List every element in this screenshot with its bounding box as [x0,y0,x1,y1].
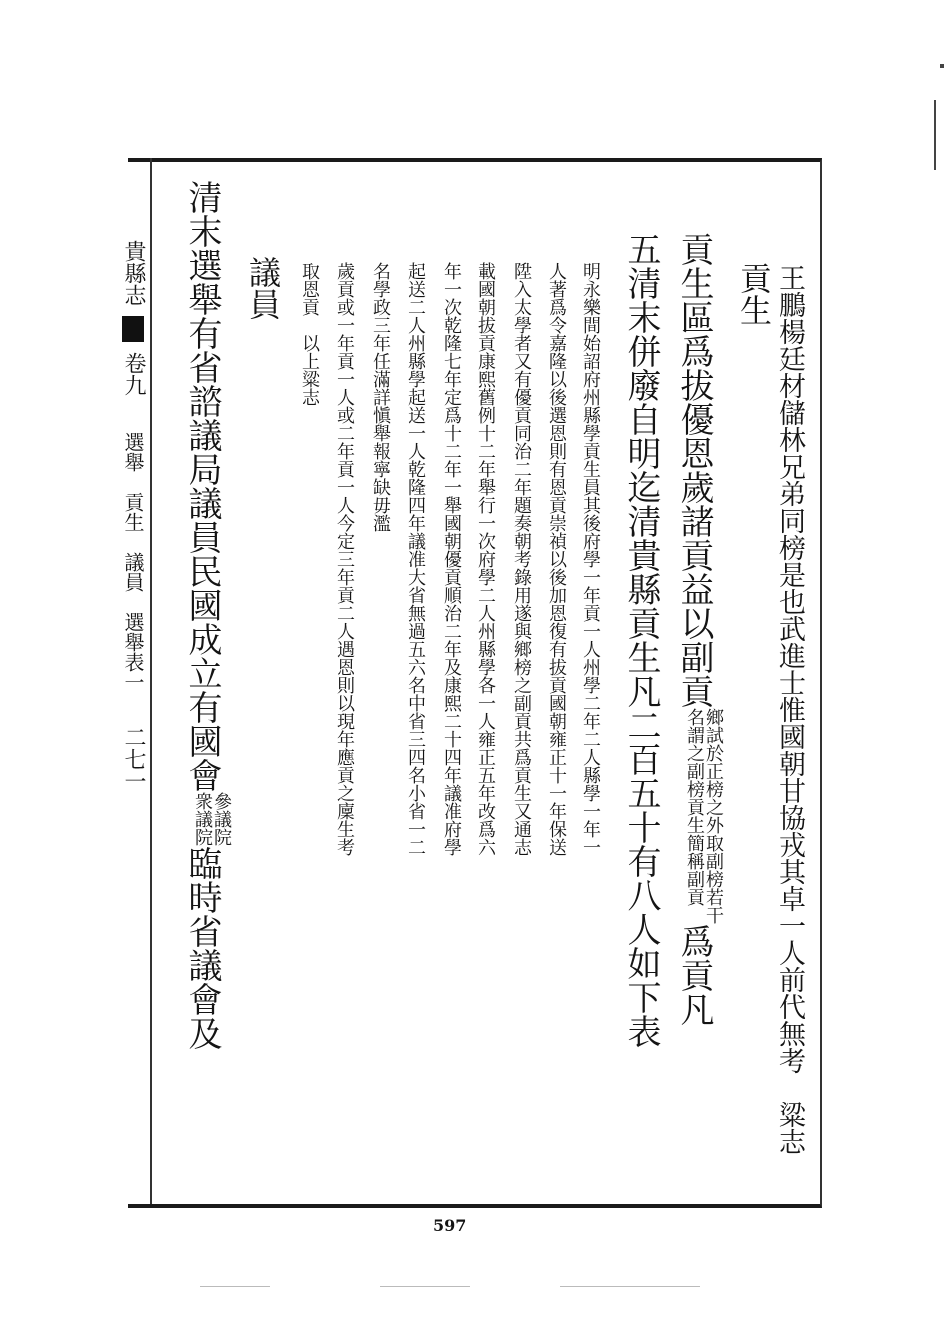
text-column-3 [670,232,723,1026]
page-number: 597 [433,1216,467,1235]
section-heading-gongsheng: 貢生 [735,262,773,326]
inline-note [193,792,231,846]
text-column-4: 五清末併廢自明迄清貴縣貢生凡二百五十有八人如下表 [621,232,661,1048]
text-column-1: 王鵬楊廷材儲林兄弟同榜是也武進士惟國朝甘協戎其卓一人前代無考 粱志 [774,264,805,1155]
text-column-10: 起送二人州縣學起送一人乾隆四年議准大省無過五六名中省三四名小省一二 [405,262,426,856]
inline-note-left: 衆議院 [192,792,213,846]
text-column-9: 年一次乾隆七年定爲十二年一舉國朝優貢順治二年及康熙二十四年議准府學 [441,262,462,856]
text-column-13: 取恩貢 以上粱志 [299,262,320,406]
text-column-11: 名學政三年任滿詳愼舉報寧缺毋濫 [370,262,391,532]
text-column-15 [178,180,231,1050]
inline-note-left: 名謂之副榜貢生簡稱副貢 [684,708,705,906]
text-column-3-main: 貢生區爲拔優恩歲諸貢益以副貢 [674,232,714,708]
scan-artifact [560,1286,700,1287]
margin-leaf: 二七一 [121,726,146,792]
text-column-3-tail: 爲貢凡 [674,924,714,1026]
text-column-15-main: 清末選舉有省諮議局議員民國成立有國會 [182,180,222,792]
text-column-12: 歲貢或一年貢一人或二年貢一人今定三年貢二人遇恩則以現年應貢之廩生考 [334,262,355,856]
text-column-5: 明永樂間始詔府州縣學貢生員其後府學一年貢一人州學二年二人縣學一年一 [580,262,601,856]
margin-title: 貴縣志 [121,240,146,306]
margin-volume: 卷九 [121,352,146,396]
margin-section: 選舉 貢生 議員 選舉表一 [121,432,145,692]
inline-note-right: 參議院 [211,792,232,846]
fishtail-mark [122,316,144,342]
text-column-8: 載國朝拔貢康熙舊例十二年舉行一次府學二人州縣學各一人雍正五年改爲六 [475,262,496,856]
margin-column [118,240,149,792]
scan-artifact [200,1286,270,1287]
margin-rule [150,158,152,1204]
inline-note [685,708,723,924]
section-heading-yiyuan: 議員 [244,256,282,320]
inline-note-right: 鄉試於正榜之外取副榜若干 [703,708,724,924]
scan-artifact [380,1286,470,1287]
text-column-6: 人著爲令嘉隆以後選恩則有恩貢崇禎以後加恩復有拔貢國朝雍正十一年保送 [546,262,567,856]
text-column-15-tail: 臨時省議會及 [182,846,222,1050]
scan-mark [940,64,944,68]
text-column-7: 陞入太學者又有優貢同治二年題奏朝考錄用遂與鄉榜之副貢共爲貢生又通志 [511,262,532,856]
scan-mark [934,100,936,170]
